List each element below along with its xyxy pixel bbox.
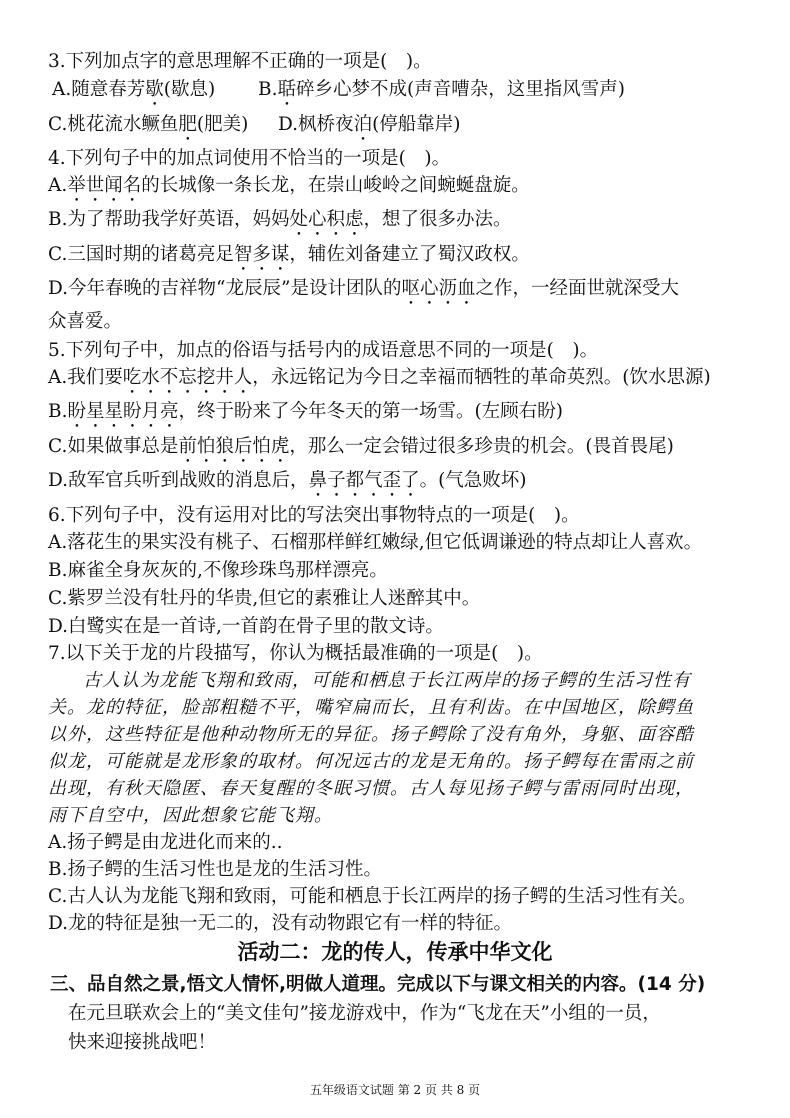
q7-option-d: D.龙的特征是独一无二的，没有动物跟它有一样的特征。 <box>48 913 513 934</box>
q4-stem: 4.下列句子中的加点词使用不恰当的一项是( )。 <box>48 148 451 169</box>
q6-option-c: C.紫罗兰没有牡丹的华贵,但它的素雅让人迷醉其中。 <box>48 588 481 609</box>
q3-option-a: A.随意春芳歇(歇息) <box>52 79 216 100</box>
q3-option-b: B.聒碎乡心梦不成(声音嘈杂，这里指风雪声) <box>258 79 625 100</box>
q7-option-b: B.扬子鳄的生活习性也是龙的生活习性。 <box>48 859 382 880</box>
q4-option-b: B.为了帮助我学好英语，妈妈处心积虑，想了很多办法。 <box>48 209 512 230</box>
q5-stem: 5.下列句子中，加点的俗语与括号内的成语意思不同的一项是( )。 <box>48 340 599 361</box>
q6-option-b: B.麻雀全身灰灰的,不像珍珠鸟那样漂亮。 <box>48 560 388 581</box>
q5-option-d: D.敌军官兵听到战败的消息后，鼻子都气歪了。(气急败坏) <box>48 470 527 491</box>
section-three-intro-line1: 在元旦联欢会上的“美文佳句”接龙游戏中，作为“飞龙在天”小组的一员， <box>68 1003 661 1024</box>
q5-option-b: B.盼星星盼月亮，终于盼来了今年冬天的第一场雪。(左顾右盼) <box>48 401 563 422</box>
page-footer: 五年级语文试题 第 2 页 共 8 页 <box>309 1083 481 1097</box>
passage-line: 古人认为龙能飞翔和致雨，可能和栖息于长江两岸的扬子鳄的生活习性有 <box>64 670 691 691</box>
q4-option-a: A.举世闻名的长城像一条长龙，在崇山峻岭之间蜿蜒盘旋。 <box>48 175 530 196</box>
passage-line: 出现，有秋天隐匿、春天复醒的冬眠习惯。古人每见扬子鳄与雷雨同时出现， <box>48 778 694 799</box>
passage-line: 关。龙的特征，脸部粗糙不平，嘴窄扁而长，且有利齿。在中国地区，除鳄鱼 <box>48 697 694 718</box>
section-three-intro-line2: 快来迎接挑战吧！ <box>68 1032 217 1053</box>
q6-option-a: A.落花生的果实没有桃子、石榴那样鲜红嫩绿,但它低调谦逊的特点却让人喜欢。 <box>48 532 703 553</box>
q6-option-d: D.白鹭实在是一首诗,一首韵在骨子里的散文诗。 <box>48 616 444 637</box>
q3-stem: 3.下列加点字的意思理解不正确的一项是( )。 <box>48 51 432 72</box>
q3-option-d: D.枫桥夜泊(停船靠岸) <box>278 114 461 135</box>
activity-title: 活动二：龙的传人，传承中华文化 <box>237 940 553 964</box>
section-three-heading: 三、品自然之景,悟文人情怀,明做人道理。完成以下与课文相关的内容。(14 分) <box>50 974 706 995</box>
q6-stem: 6.下列句子中，没有运用对比的写法突出事物特点的一项是( )。 <box>48 505 580 526</box>
q7-option-c: C.古人认为龙能飞翔和致雨，可能和栖息于长江两岸的扬子鳄的生活习性有关。 <box>48 886 697 907</box>
q7-stem: 7.以下关于龙的片段描写，你认为概括最准确的一项是( )。 <box>48 643 543 664</box>
q4-option-d-continued: 众喜爱。 <box>48 311 123 332</box>
passage-line: 以外，这些特征是他种动物所无的异征。扬子鳄除了没有角外，身躯、面容酷 <box>48 724 694 745</box>
q5-option-c: C.如果做事总是前怕狼后怕虎，那么一定会错过很多珍贵的机会。(畏首畏尾) <box>48 436 674 457</box>
passage-line: 雨下自空中，因此想象它能飞翔。 <box>48 805 333 826</box>
q7-option-a: A.扬子鳄是由龙进化而来的.. <box>48 832 283 853</box>
q4-option-c: C.三国时期的诸葛亮足智多谋，辅佐刘备建立了蜀汉政权。 <box>48 244 530 265</box>
q4-option-d: D.今年春晚的吉祥物“龙辰辰”是设计团队的呕心沥血之作，一经面世就深受大 <box>48 278 680 299</box>
q5-option-a: A.我们要吃水不忘挖井人，永远铭记为今日之幸福而牺牲的革命英烈。(饮水思源) <box>48 367 711 388</box>
passage-line: 似龙，可能就是龙形象的取材。何况远古的龙是无角的。扬子鳄每在雷雨之前 <box>48 751 694 772</box>
q3-option-c: C.桃花流水鳜鱼肥(肥美) <box>48 114 249 135</box>
